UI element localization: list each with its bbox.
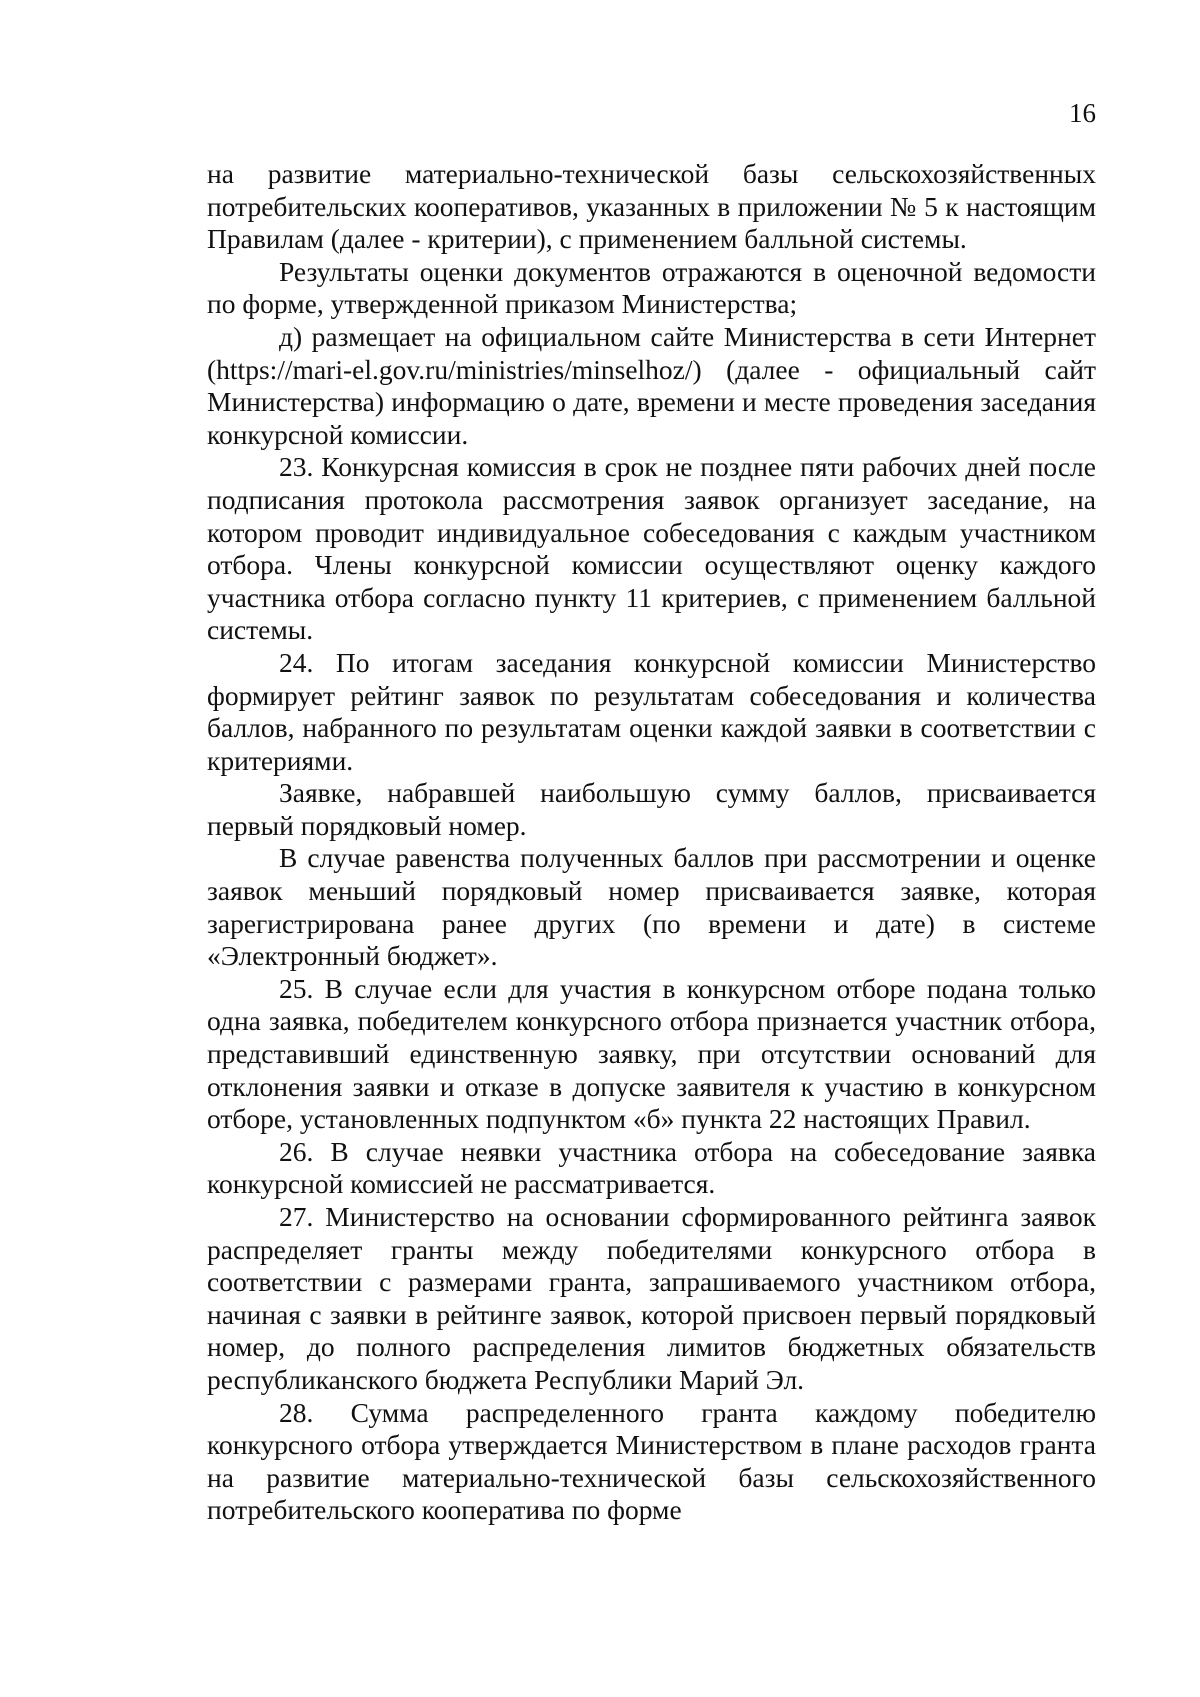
paragraph: 23. Конкурсная комиссия в срок не позднее пяти рабочих дней после подписания протокола рассмотрения заявок организует заседание, на котором проводит индивидуальное собеседования с каждым участником отбора. Члены конкурсной комиссии осуществляют оценку каждого участника отбора согласно пункту 11 критериев, с применением балльной системы.: [207, 451, 1096, 646]
paragraph: 25. В случае если для участия в конкурсном отборе подана только одна заявка, победителем конкурсного отбора признается участник отбора, представивший единственную заявку, при отсутствии оснований для отклонения заявки и отказе в допуске заявителя к участию в конкурсном отборе, установленных подпунктом «б» пункта 22 настоящих Правил.: [207, 972, 1096, 1135]
paragraph: В случае равенства полученных баллов при рассмотрении и оценке заявок меньший порядковый номер присваивается заявке, которая зарегистрирована ранее других (по времени и дате) в системе «Электронный бюджет».: [207, 842, 1096, 972]
page-number: 16: [1069, 98, 1096, 128]
paragraph: 28. Сумма распределенного гранта каждому победителю конкурсного отбора утверждается Министерством в плане расходов гранта на развитие материально-технической базы сельскохозяйственного потребительского кооператива по форме: [207, 1396, 1096, 1526]
paragraph: 26. В случае неявки участника отбора на собеседование заявка конкурсной комиссией не рассматривается.: [207, 1135, 1096, 1200]
document-body: [207, 158, 1096, 1527]
paragraph: 24. По итогам заседания конкурсной комиссии Министерство формирует рейтинг заявок по результатам собеседования и количества баллов, набранного по результатам оценки каждой заявки в соответствии с критериями.: [207, 646, 1096, 776]
paragraph: на развитие материально-технической базы сельскохозяйственных потребительских кооперативов, указанных в приложении № 5 к настоящим Правилам (далее - критерии), с применением балльной системы.: [207, 158, 1096, 255]
paragraph: Результаты оценки документов отражаются в оценочной ведомости по форме, утвержденной приказом Министерства;: [207, 255, 1096, 320]
paragraph: Заявке, набравшей наибольшую сумму баллов, присваивается первый порядковый номер.: [207, 777, 1096, 841]
paragraph: 27. Министерство на основании сформированного рейтинга заявок распределяет гранты между победителями конкурсного отбора в соответствии с размерами гранта, запрашиваемого участником отбора, начиная с заявки в рейтинге заявок, которой присвоен первый порядковый номер, до полного распределения лимитов бюджетных обязательств республиканского бюджета Республики Марий Эл.: [207, 1201, 1096, 1395]
paragraph: д) размещает на официальном сайте Министерства в сети Интернет (https://mari-el.gov.ru/ministries/minselhoz/) (далее - официальный сайт Министерства) информацию о дате, времени и месте проведения заседания конкурсной комиссии.: [207, 320, 1096, 450]
